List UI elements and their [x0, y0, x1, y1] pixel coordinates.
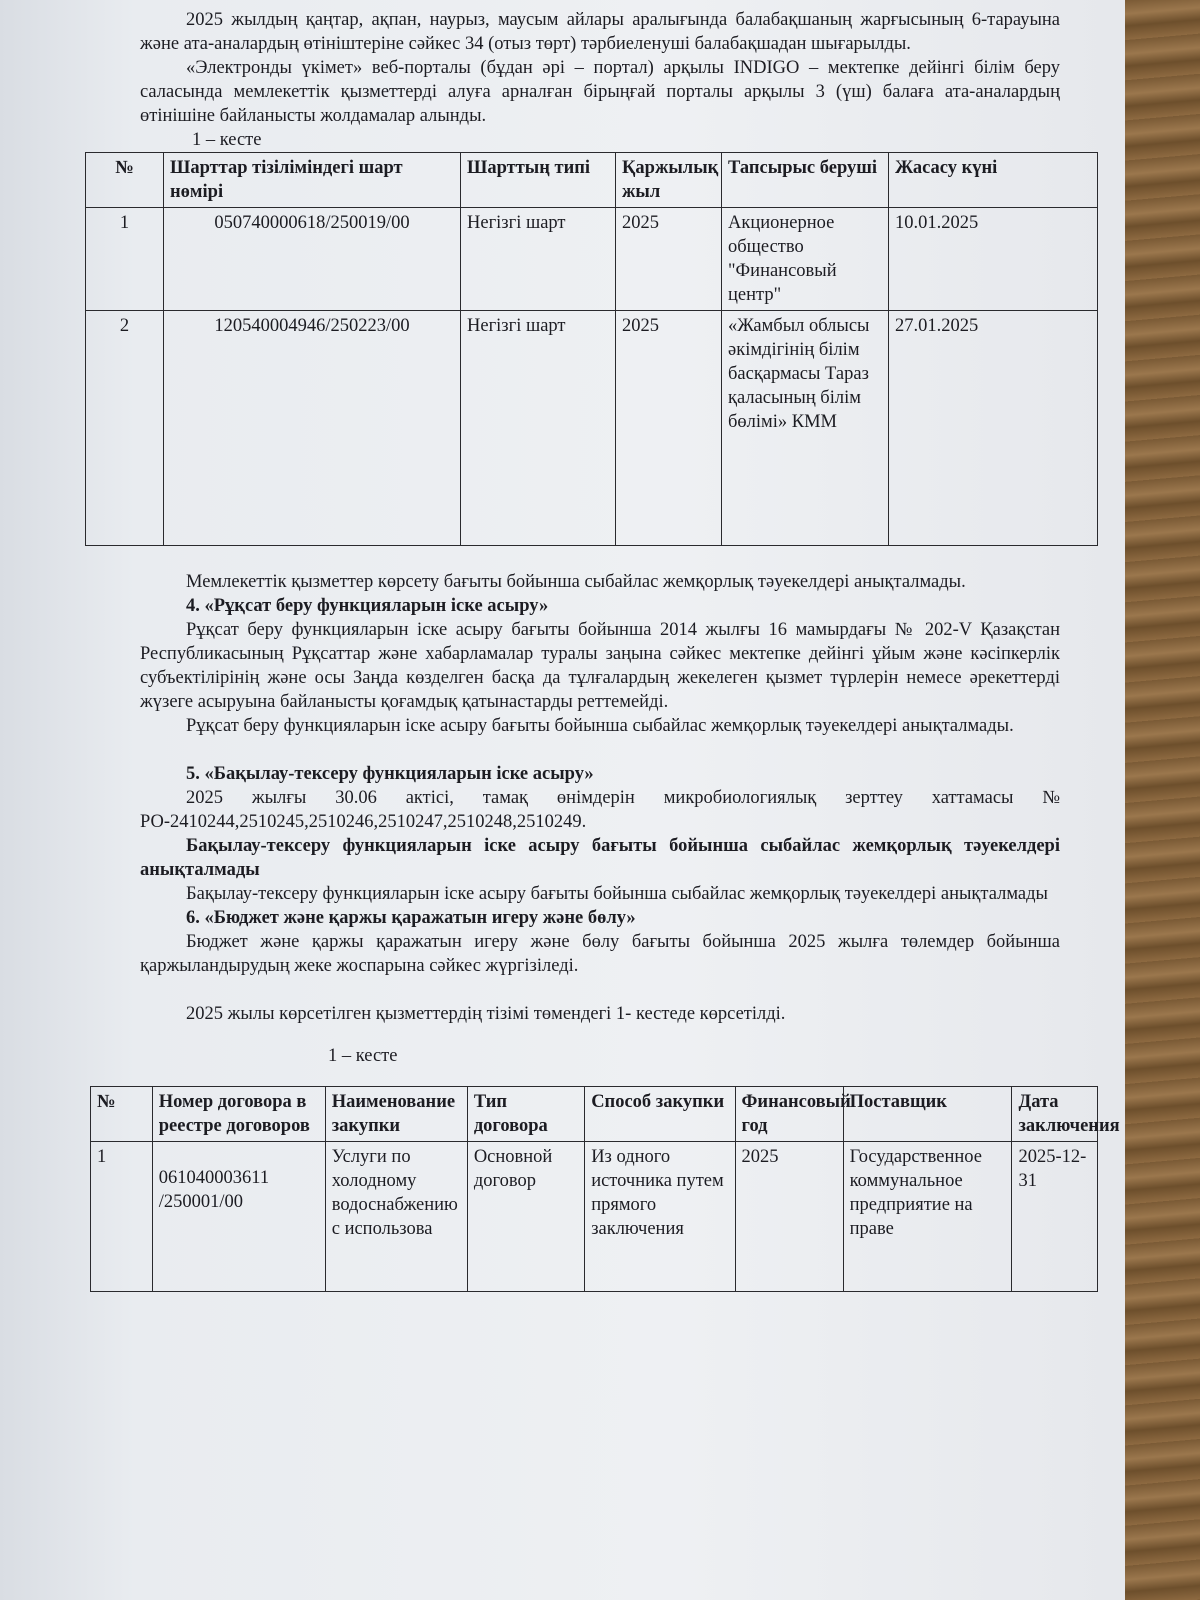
table-row: [91, 1142, 1098, 1292]
column-header: Наименование закупки: [325, 1087, 467, 1142]
table-cell: Услуги по холодному водоснабжению с использова: [325, 1142, 467, 1292]
paragraph: Бақылау-тексеру функцияларын іске асыру бағыты бойынша сыбайлас жемқорлық тәуекелдері анықталмады: [140, 836, 1060, 880]
paragraph: Бюджет және қаржы қаражатын игеру және бөлу бағыты бойынша 2025 жылға төлемдер бойынша қаржыландырудың жеке жоспарына сәйкес жүргізіледі.: [140, 932, 1060, 976]
column-header: Дата заключения: [1012, 1087, 1098, 1142]
table-caption: 1 – кесте: [328, 1046, 398, 1066]
table-cell: 2025: [616, 311, 722, 546]
table-header-row: [86, 153, 1098, 208]
table-row: [86, 311, 1098, 546]
paragraph: 2025 жылы көрсетілген қызметтердің тізімі төмендегі 1- кестеде көрсетілді.: [186, 1004, 786, 1024]
paragraph: Бақылау-тексеру функцияларын іске асыру бағыты бойынша сыбайлас жемқорлық тәуекелдері анықталмады: [186, 884, 1048, 904]
table-cell: 2025: [735, 1142, 843, 1292]
table-cell: 050740000618/250019/00: [164, 208, 461, 311]
contracts-table-ru: [90, 1086, 1120, 1292]
table-cell: Из одного источника путем прямого заключения: [585, 1142, 735, 1292]
table-header-row: [91, 1087, 1098, 1142]
section-heading: 4. «Рұқсат беру функцияларын іске асыру»: [186, 596, 549, 616]
table-cell: «Жамбыл облысы әкімдігінің білім басқармасы Тараз қаласының білім бөлімі» КММ: [722, 311, 889, 546]
column-header: №: [91, 1087, 153, 1142]
paragraph: «Электронды үкімет» веб-порталы (бұдан әрі – портал) арқылы INDIGO – мектепке дейінгі білім беру саласында мемлекеттік қызметтерді алуға арналған бірыңғай порталы арқылы 3 (үш) балаға ата-аналардың өтінішіне байланысты жолдамалар алынды.: [140, 58, 1060, 126]
column-header: №: [86, 153, 164, 208]
table-cell: 2025: [616, 208, 722, 311]
table-cell: 2: [86, 311, 164, 546]
table-cell: 120540004946/250223/00: [164, 311, 461, 546]
table-cell: Основной договор: [467, 1142, 584, 1292]
table-cell: 1: [91, 1142, 153, 1292]
contracts-table-kz: [85, 152, 1098, 546]
table-caption: 1 – кесте: [192, 130, 262, 150]
paragraph: Рұқсат беру функцияларын іске асыру бағыты бойынша 2014 жылғы 16 мамырдағы № 202-V Қазақстан Республикасының Рұқсаттар және хабарламалар туралы заңына сәйкес мектепке дейінгі ұйым және кәсіпкерлік субъектілірінің және осы Заңда көзделген басқа да тұлғалардың жекелеген қызмет түрлерін немесе әрекеттерді жүзеге асыруына байланысты қоғамдық қатынастарды реттемейді.: [140, 620, 1060, 712]
column-header: Номер договора в реестре договоров: [152, 1087, 325, 1142]
document-body: [97, 8, 1120, 1292]
paragraph: Рұқсат беру функцияларын іске асыру бағыты бойынша сыбайлас жемқорлық тәуекелдері анықталмады.: [186, 716, 1014, 736]
column-header: Тип договора: [467, 1087, 584, 1142]
column-header: Тапсырыс беруші: [722, 153, 889, 208]
wooden-table-background: [1125, 0, 1200, 1600]
section-heading: 5. «Бақылау-тексеру функцияларын іске асыру»: [186, 764, 594, 784]
column-header: Поставщик: [843, 1087, 1012, 1142]
column-header: Жасасу күні: [889, 153, 1098, 208]
table-row: [86, 208, 1098, 311]
section-heading: 6. «Бюджет және қаржы қаражатын игеру және бөлу»: [186, 908, 636, 928]
column-header: Финансовый год: [735, 1087, 843, 1142]
table-cell: Акционерное общество "Финансовый центр": [722, 208, 889, 311]
column-header: Шарттар тізіліміндегі шарт нөмірі: [164, 153, 461, 208]
table-cell: 061040003611 /250001/00: [152, 1142, 325, 1292]
table-cell: Негізгі шарт: [461, 311, 616, 546]
table-cell: 1: [86, 208, 164, 311]
column-header: Шарттың типі: [461, 153, 616, 208]
table-cell: Государственное коммунальное предприятие на праве: [843, 1142, 1012, 1292]
table-cell: 10.01.2025: [889, 208, 1098, 311]
table-cell: Негізгі шарт: [461, 208, 616, 311]
table-cell: 2025-12-31: [1012, 1142, 1098, 1292]
column-header: Қаржылық жыл: [616, 153, 722, 208]
paragraph: Мемлекеттік қызметтер көрсету бағыты бойынша сыбайлас жемқорлық тәуекелдері анықталмады.: [186, 572, 966, 592]
paragraph: 2025 жылдың қаңтар, ақпан, наурыз, маусым айлары аралығында балабақшаның жарғысының 6-тарауына және ата-аналардың өтініштеріне сәйкес 34 (отыз төрт) тәрбиеленуші балабақшадан шығарылды.: [140, 10, 1060, 54]
paragraph: 2025 жылғы 30.06 актісі, тамақ өнімдерін микробиологиялық зерттеу хаттамасы № РО-2410244,2510245,2510246,2510247,2510248,2510249.: [140, 788, 1060, 832]
table-cell: 27.01.2025: [889, 311, 1098, 546]
column-header: Способ закупки: [585, 1087, 735, 1142]
